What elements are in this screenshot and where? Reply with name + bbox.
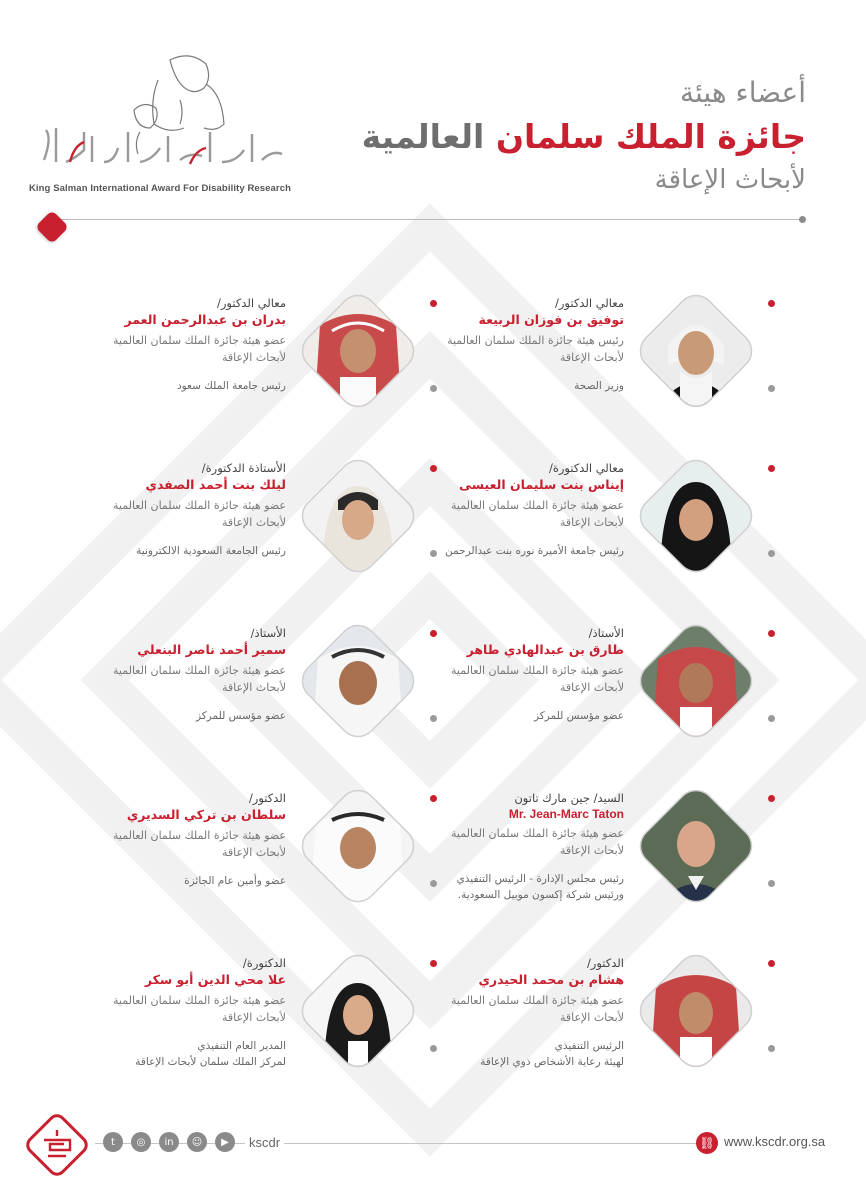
position-dot (768, 550, 775, 557)
member-title: الدكتور/ (586, 956, 624, 970)
member-portrait (292, 615, 424, 747)
instagram-icon[interactable]: ◎ (131, 1132, 151, 1152)
member-card (40, 945, 450, 1085)
member-title: الدكتورة/ (242, 956, 286, 970)
member-role-line2: لأبحاث الإعاقة (559, 516, 624, 529)
header-divider (44, 219, 804, 220)
member-role-line1: رئيس هيئة جائزة الملك سلمان العالمية (447, 334, 624, 347)
member-role-line2: لأبحاث الإعاقة (221, 351, 286, 364)
member-role (46, 332, 286, 366)
member-position-line2: لهيئة رعاية الأشخاص ذوي الإعاقة (480, 1056, 624, 1068)
member-role-line1: عضو هيئة جائزة الملك سلمان العالمية (113, 664, 286, 677)
snapchat-icon[interactable]: ☺ (187, 1132, 207, 1152)
member-role (46, 992, 286, 1026)
title-dot (768, 960, 775, 967)
social-links (103, 1132, 284, 1152)
member-title: الأستاذ/ (250, 626, 286, 640)
member-portrait (292, 945, 424, 1077)
member-name: إيناس بنت سليمان العيسى (459, 477, 624, 492)
member-position: رئيس جامعة الأميرة نوره بنت عبدالرحمن (445, 545, 624, 557)
logo-caption: King Salman International Award For Disability Research (28, 183, 292, 194)
title-dot (430, 465, 437, 472)
member-role-line2: لأبحاث الإعاقة (221, 516, 286, 529)
member-card (40, 285, 450, 425)
link-icon: ⛓ (696, 1132, 718, 1154)
member-title: معالي الدكتور/ (216, 296, 286, 310)
member-role-line1: عضو هيئة جائزة الملك سلمان العالمية (451, 994, 624, 1007)
member-portrait (630, 615, 762, 747)
position-dot (768, 880, 775, 887)
title-dot (768, 465, 775, 472)
position-dot (430, 550, 437, 557)
member-position: عضو وأمين عام الجائزة (184, 875, 286, 887)
title-red-part: جائزة الملك سلمان (495, 117, 806, 156)
member-title: الأستاذة الدكتورة/ (201, 461, 286, 475)
title-line-3: لأبحاث الإعاقة (654, 165, 806, 195)
member-portrait (630, 450, 762, 582)
member-position (46, 1038, 286, 1070)
award-logo-calligraphy (30, 40, 290, 200)
member-name: سلطان بن تركي السديري (126, 807, 286, 822)
member-portrait (292, 285, 424, 417)
member-role (46, 827, 286, 861)
member-card (40, 780, 450, 920)
title-dot (430, 300, 437, 307)
member-position-line2: ورئيس شركة إكسون موبيل السعودية. (457, 889, 624, 901)
title-dot (430, 630, 437, 637)
title-dot (768, 300, 775, 307)
member-name-english: Mr. Jean-Marc Taton (508, 807, 624, 821)
member-role-line2: لأبحاث الإعاقة (221, 681, 286, 694)
member-name: طارق بن عبدالهادي طاهر (466, 642, 624, 657)
member-portrait (292, 450, 424, 582)
member-portrait (630, 945, 762, 1077)
member-name: بدران بن عبدالرحمن العمر (124, 312, 286, 327)
member-position-line1: رئيس مجلس الإدارة - الرئيس التنفيذي (456, 873, 624, 885)
linkedin-icon[interactable]: in (159, 1132, 179, 1152)
title-line-1: أعضاء هيئة (679, 76, 806, 109)
member-role-line2: لأبحاث الإعاقة (221, 1011, 286, 1024)
red-diamond-marker (35, 210, 69, 244)
member-role-line1: عضو هيئة جائزة الملك سلمان العالمية (113, 499, 286, 512)
member-name: علا محي الدين أبو سكر (144, 972, 286, 987)
member-title: الدكتور/ (248, 791, 286, 805)
website-link[interactable]: www.kscdr.org.sa (724, 1134, 826, 1149)
kufic-footer-logo (22, 1110, 92, 1180)
member-title: الأستاذ/ (588, 626, 624, 640)
member-role-line2: لأبحاث الإعاقة (559, 844, 624, 857)
position-dot (430, 880, 437, 887)
member-name: ليلك بنت أحمد الصفدي (145, 477, 286, 492)
position-dot (768, 715, 775, 722)
member-position-line2: لمركز الملك سلمان لأبحاث الإعاقة (135, 1056, 286, 1068)
title-dot (430, 795, 437, 802)
member-portrait (630, 780, 762, 912)
member-title: معالي الدكتور/ (554, 296, 624, 310)
position-dot (430, 715, 437, 722)
title-line-2 (362, 114, 806, 160)
member-role-line1: عضو هيئة جائزة الملك سلمان العالمية (451, 499, 624, 512)
position-dot (768, 385, 775, 392)
position-dot (430, 1045, 437, 1052)
member-name: توفيق بن فوزان الربيعة (478, 312, 624, 327)
member-position-line1: المدير العام التنفيذي (197, 1040, 286, 1052)
member-role-line1: عضو هيئة جائزة الملك سلمان العالمية (113, 829, 286, 842)
member-role-line2: لأبحاث الإعاقة (559, 681, 624, 694)
divider-end-dot (799, 216, 806, 223)
member-role (46, 497, 286, 531)
title-dot (768, 630, 775, 637)
social-handle[interactable]: kscdr (245, 1135, 284, 1150)
position-dot (768, 1045, 775, 1052)
youtube-icon[interactable]: ▶ (215, 1132, 235, 1152)
member-position-line1: الرئيس التنفيذي (554, 1040, 624, 1052)
member-role-line1: عضو هيئة جائزة الملك سلمان العالمية (113, 994, 286, 1007)
member-role-line1: عضو هيئة جائزة الملك سلمان العالمية (113, 334, 286, 347)
member-card (40, 450, 450, 590)
member-card (40, 615, 450, 755)
member-position: رئيس جامعة الملك سعود (176, 380, 286, 392)
member-portrait (630, 285, 762, 417)
member-position: عضو مؤسس للمركز (533, 710, 624, 722)
title-dot (768, 795, 775, 802)
member-title: السيد/ جين مارك تاتون (514, 791, 624, 805)
position-dot (430, 385, 437, 392)
member-name: هشام بن محمد الحيدري (478, 972, 624, 987)
member-role (46, 662, 286, 696)
twitter-icon[interactable]: t (103, 1132, 123, 1152)
member-title: معالي الدكتورة/ (548, 461, 624, 475)
member-position: رئيس الجامعة السعودية الالكترونية (136, 545, 286, 557)
member-portrait (292, 780, 424, 912)
title-dot (430, 960, 437, 967)
member-name: سمير أحمد ناصر البنعلي (137, 642, 286, 657)
member-role-line1: عضو هيئة جائزة الملك سلمان العالمية (451, 664, 624, 677)
member-position: عضو مؤسس للمركز (195, 710, 286, 722)
member-role-line2: لأبحاث الإعاقة (559, 1011, 624, 1024)
member-position: وزير الصحة (574, 380, 624, 392)
member-role-line2: لأبحاث الإعاقة (221, 846, 286, 859)
member-role-line2: لأبحاث الإعاقة (559, 351, 624, 364)
title-grey-part: العالمية (361, 117, 485, 156)
member-role-line1: عضو هيئة جائزة الملك سلمان العالمية (451, 827, 624, 840)
page-title-block (362, 72, 806, 200)
